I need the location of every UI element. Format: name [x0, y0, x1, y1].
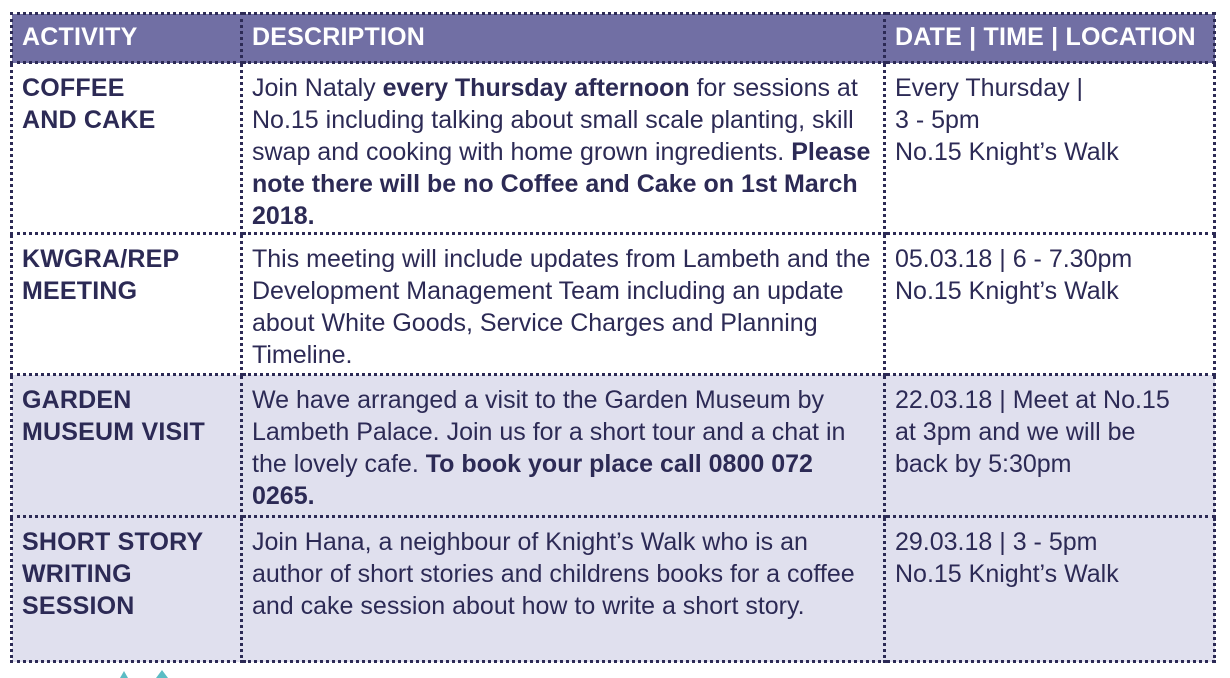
details-line: back by 5:30pm	[895, 450, 1072, 478]
activity-column-header: ACTIVITY	[12, 14, 242, 63]
header-row	[12, 14, 1215, 63]
activity-name: WRITING	[22, 560, 132, 588]
details-cell	[885, 517, 1215, 662]
booking-phone-text: To book your place call 0800 072 0265.	[252, 450, 813, 510]
activity-name: AND CAKE	[22, 106, 156, 134]
details-cell	[885, 63, 1215, 234]
details-line: No.15 Knight’s Walk	[895, 277, 1119, 305]
details-line: 22.03.18 | Meet at No.15	[895, 386, 1170, 414]
description-text: Join Hana, a neighbour of Knight’s Walk who is an author of short stories and childrens books for a coffee and cake session about how to write a short story.	[252, 528, 855, 620]
details-line: Every Thursday |	[895, 74, 1084, 102]
details-line: No.15 Knight’s Walk	[895, 138, 1119, 166]
details-cell	[885, 375, 1215, 517]
details-column-header: DATE | TIME | LOCATION	[885, 14, 1215, 63]
activity-cell	[12, 63, 242, 234]
description-highlight: Please note there will be no Coffee and Cake on 1st March 2018.	[252, 138, 871, 230]
description-text: Join Nataly	[252, 74, 383, 102]
description-cell	[242, 375, 885, 517]
details-line: 05.03.18 | 6 - 7.30pm	[895, 245, 1133, 273]
details-line: No.15 Knight’s Walk	[895, 560, 1119, 588]
details-cell	[885, 234, 1215, 375]
description-text: for sessions at No.15 including talking about small scale planting, skill swap and cooking with home grown ingredients.	[252, 74, 858, 166]
description-text: We have arranged a visit to the Garden Museum by Lambeth Palace. Join us for a short tour and a chat in the lovely cafe.	[252, 386, 846, 478]
activity-name: GARDEN	[22, 386, 132, 414]
table-row	[12, 234, 1215, 375]
activity-name: MUSEUM VISIT	[22, 418, 205, 446]
activity-cell	[12, 517, 242, 662]
details-line: at 3pm and we will be	[895, 418, 1136, 446]
description-cell	[242, 63, 885, 234]
activities-table	[10, 12, 1216, 663]
activity-name: MEETING	[22, 277, 138, 305]
activity-name: SESSION	[22, 592, 135, 620]
description-cell	[242, 517, 885, 662]
activity-name: KWGRA/REP	[22, 245, 180, 273]
description-text: This meeting will include updates from Lambeth and the Development Management Team including an update about White Goods, Service Charges and Planning Timeline.	[252, 245, 871, 369]
activity-name: COFFEE	[22, 74, 125, 102]
table-row	[12, 517, 1215, 662]
details-line: 3 - 5pm	[895, 106, 980, 134]
table-row	[12, 375, 1215, 517]
activity-cell	[12, 234, 242, 375]
decorative-leaf-icon	[112, 670, 174, 678]
activity-cell	[12, 375, 242, 517]
description-column-header: DESCRIPTION	[242, 14, 885, 63]
description-highlight: every Thursday afternoon	[382, 74, 690, 102]
description-cell	[242, 234, 885, 375]
table-row	[12, 63, 1215, 234]
details-line: 29.03.18 | 3 - 5pm	[895, 528, 1098, 556]
activity-name: SHORT STORY	[22, 528, 204, 556]
